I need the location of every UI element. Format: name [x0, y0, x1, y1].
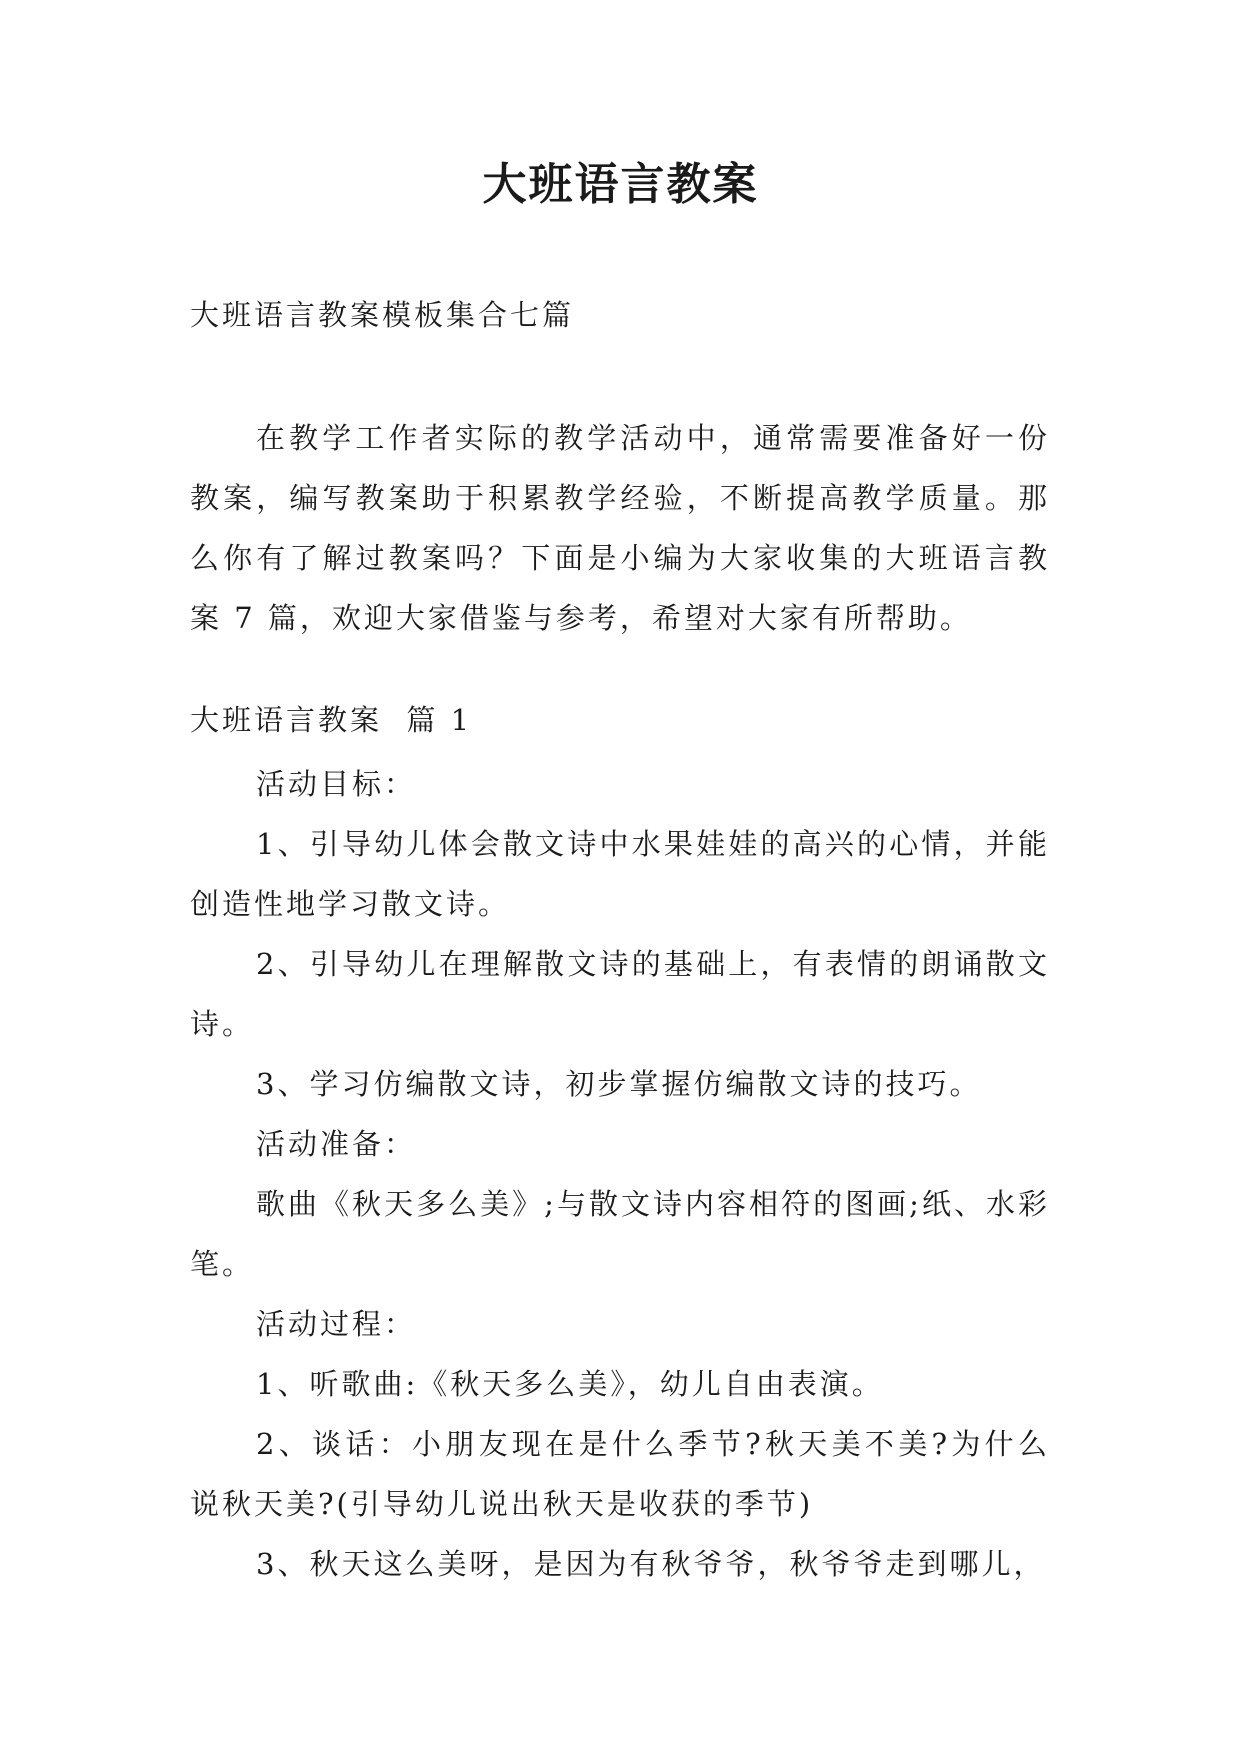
intro-paragraph: 在教学工作者实际的教学活动中，通常需要准备好一份教案，编写教案助于积累教学经验，不断提高教学质量。那么你有了解过教案吗？下面是小编为大家收集的大班语言教案 7 篇，欢迎大家借鉴与参考，希望对大家有所帮助。	[190, 421, 1050, 635]
paragraph-goal-3: 3、学习仿编散文诗，初步掌握仿编散文诗的技巧。	[256, 1067, 982, 1101]
document-subtitle: 大班语言教案模板集合七篇	[190, 298, 575, 332]
section-heading: 大班语言教案 篇 1	[190, 703, 473, 737]
document-title: 大班语言教案	[482, 159, 759, 210]
paragraph-activity-goals: 活动目标：	[256, 767, 417, 801]
paragraph-prep-items: 歌曲《秋天多么美》;与散文诗内容相符的图画;纸、水彩笔。	[190, 1187, 1050, 1281]
paragraph-goal-1: 1、引导幼儿体会散文诗中水果娃娃的高兴的心情，并能创造性地学习散文诗。	[190, 827, 1050, 921]
paragraph-step-1: 1、听歌曲:《秋天多么美》，幼儿自由表演。	[256, 1367, 884, 1401]
paragraph-step-2: 2、谈话：小朋友现在是什么季节?秋天美不美?为什么说秋天美?(引导幼儿说出秋天是收获的季节)	[190, 1427, 1050, 1521]
paragraph-goal-2: 2、引导幼儿在理解散文诗的基础上，有表情的朗诵散文诗。	[190, 947, 1050, 1041]
paragraph-activity-process: 活动过程：	[256, 1307, 417, 1341]
paragraph-activity-prep: 活动准备：	[256, 1127, 417, 1161]
lesson-section	[190, 700, 1050, 1594]
paragraph-step-3: 3、秋天这么美呀，是因为有秋爷爷，秋爷爷走到哪儿，	[256, 1547, 1046, 1581]
